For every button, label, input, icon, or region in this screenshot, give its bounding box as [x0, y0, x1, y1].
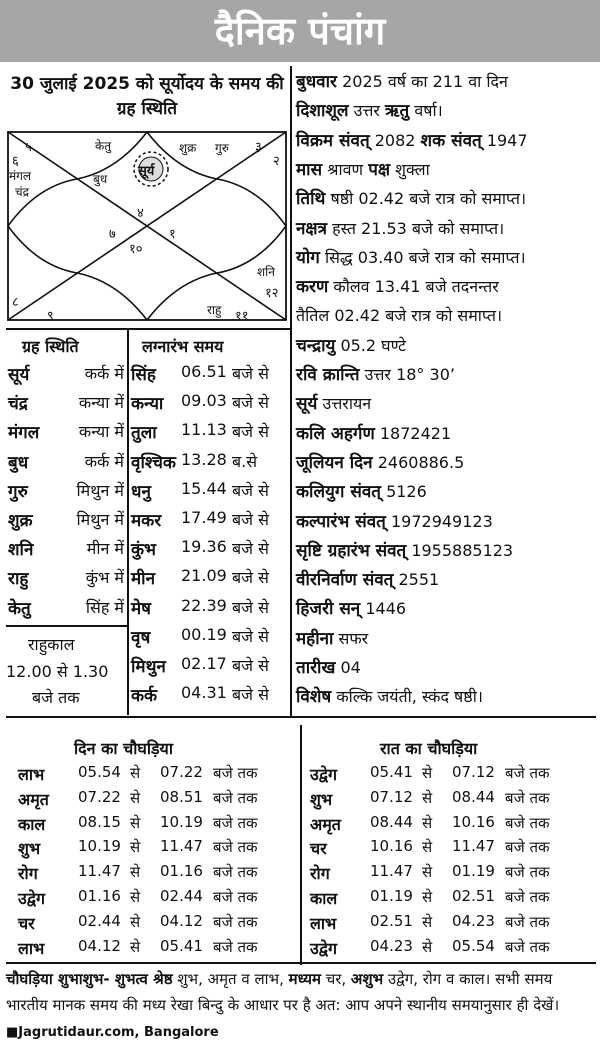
choghadiya-from: 02.51: [370, 911, 413, 930]
page-title: दैनिक पंचांग: [0, 0, 600, 62]
panchang-value: 2460886.5: [377, 452, 465, 472]
lagna-divider: [127, 330, 129, 715]
choghadiya-to: 01.16: [160, 862, 203, 881]
panchang-value: 1872421: [379, 423, 452, 443]
panchang-row: [296, 217, 504, 241]
kundli-planet: गुरु: [215, 141, 229, 155]
choghadiya-se: से: [130, 912, 141, 931]
choghadiya-to: 08.51: [160, 787, 203, 806]
choghadiya-from: 05.54: [78, 763, 121, 781]
footer-note: [6, 966, 596, 1046]
kundli-planet: शनि: [257, 265, 275, 279]
graha-planet: मंगल: [8, 423, 40, 444]
panchang-row: [296, 627, 368, 651]
panchang-value: वर्षा।: [414, 101, 443, 121]
lagna-time: 11.13: [181, 420, 227, 440]
panchang-key: सूर्य: [296, 394, 318, 415]
choghadiya-tak: बजे तक: [505, 788, 550, 807]
lagna-rashi: मकर: [131, 511, 162, 531]
choghadiya-row: [310, 887, 590, 909]
kundli-planet: केतु: [95, 139, 112, 153]
panchang-key: मास: [296, 159, 323, 180]
choghadiya-se: से: [422, 937, 433, 956]
choghadiya-name: उद्वेग: [310, 938, 337, 958]
panchang-value: 1972949123: [390, 511, 493, 531]
panchang-row: [296, 539, 513, 563]
divider: [6, 328, 290, 330]
graha-planet: शुक्र: [8, 511, 33, 531]
panchang-key: महीना: [296, 628, 334, 649]
choghadiya-name: चर: [18, 913, 35, 933]
choghadiya-from: 04.23: [370, 936, 413, 955]
panchang-value: 5126: [386, 482, 427, 502]
choghadiya-tak: बजे तक: [213, 813, 258, 832]
choghadiya-name: चर: [310, 839, 327, 859]
panchang-value: 1955885123: [411, 540, 514, 560]
house-number: ५: [25, 140, 32, 155]
choghadiya-from: 08.44: [370, 812, 413, 831]
panchang-key: शक संवत्: [420, 130, 482, 151]
choghadiya-to: 10.19: [160, 812, 203, 831]
choghadiya-from: 05.41: [370, 763, 413, 781]
lagna-suffix: बजे से: [232, 656, 269, 675]
choghadiya-se: से: [130, 788, 141, 807]
footer-text-1: शुभ, अमृत व लाभ,: [177, 970, 284, 988]
graha-planet: राहु: [8, 569, 29, 590]
panchang-row: [296, 187, 526, 211]
choghadiya-row: [310, 788, 590, 810]
choghadiya-se: से: [422, 838, 433, 857]
panchang-value: 05.2 घण्टे: [340, 335, 407, 355]
choghadiya-se: से: [422, 912, 433, 931]
panchang-value: सिद्ध 03.40 बजे रात्र को समाप्त।: [324, 247, 526, 267]
graha-rashi: कर्क में: [84, 451, 124, 471]
footer-bold-3: अशुभ: [350, 970, 384, 988]
choghadiya-name: लाभ: [310, 913, 337, 933]
panchang-row: [296, 422, 451, 446]
panchang-key: हिजरी सन्: [296, 599, 361, 620]
kundli-planet: चंद्र: [15, 185, 29, 199]
panchang-row: [296, 99, 443, 123]
lagna-time: 04.31: [181, 683, 227, 703]
panchang-value: श्रावण: [327, 159, 364, 179]
panchang-key: कलियुग संवत्: [296, 482, 381, 503]
graha-rashi: मिथुन में: [76, 480, 124, 500]
choghadiya-to: 02.44: [160, 887, 203, 905]
footer-text-2: चर,: [325, 970, 347, 988]
choghadiya-from: 02.44: [78, 911, 121, 930]
choghadiya-name: अमृत: [18, 789, 49, 809]
choghadiya-se: से: [422, 888, 433, 906]
choghadiya-name: शुभ: [18, 839, 41, 859]
panchang-key: तारीख: [296, 658, 336, 678]
choghadiya-to: 02.51: [452, 887, 495, 905]
panchang-key: जूलियन दिन: [296, 452, 373, 473]
choghadiya-se: से: [130, 838, 141, 857]
panchang-row: [296, 451, 464, 475]
panchang-value: शुक्ला: [395, 159, 430, 179]
panchang-key: ऋतु: [385, 101, 410, 122]
choghadiya-tak: बजे तक: [505, 838, 550, 857]
lagna-suffix: बजे से: [232, 568, 269, 588]
house-number: ८: [12, 295, 19, 310]
panchang-row: [296, 70, 508, 94]
lagna-time: 19.36: [181, 537, 227, 557]
panchang-value: उत्तरायन: [322, 394, 372, 414]
panchang-value: 2551: [398, 570, 440, 590]
choghadiya-se: से: [422, 788, 433, 807]
choghadiya-se: से: [422, 863, 433, 882]
house-number: ९: [47, 309, 54, 324]
lagna-suffix: बजे से: [232, 539, 269, 559]
choghadiya-from: 01.19: [370, 887, 413, 905]
panchang-row: [296, 656, 361, 680]
lagna-heading: लग्नारंभ समय: [142, 337, 224, 356]
choghadiya-to: 04.12: [160, 911, 203, 930]
lagna-time: 00.19: [181, 624, 227, 644]
choghadiya-tak: बजे तक: [505, 764, 550, 782]
graha-rashi: मीन में: [86, 539, 124, 559]
choghadiya-se: से: [422, 813, 433, 832]
choghadiya-se: से: [130, 764, 141, 782]
panchang-value: सफर: [338, 628, 369, 648]
choghadiya-se: से: [130, 863, 141, 882]
graha-heading: ग्रह स्थिति: [22, 337, 79, 356]
kundli-chart: [7, 131, 287, 321]
choghadiya-to: 08.44: [452, 787, 495, 806]
lagna-rashi: तुला: [131, 423, 157, 444]
choghadiya-row: [310, 837, 590, 859]
divider: [6, 716, 596, 718]
choghadiya-tak: बजे तक: [505, 863, 550, 882]
choghadiya-from: 01.16: [78, 887, 121, 905]
choghadiya-divider: [300, 725, 302, 965]
house-number: १०: [129, 242, 143, 257]
choghadiya-to: 05.41: [160, 936, 203, 955]
footer-bold-2: मध्यम: [288, 970, 321, 988]
choghadiya-to: 10.16: [452, 812, 495, 831]
choghadiya-tak: बजे तक: [213, 764, 258, 782]
graha-planet: गुरु: [8, 481, 28, 502]
lagna-suffix: बजे से: [232, 510, 269, 529]
graha-rashi: कन्या में: [78, 422, 124, 442]
panchang-row: [296, 597, 406, 621]
panchang-key: चन्द्रायु: [296, 335, 336, 356]
panchang-value: 2025 वर्ष का 211 वा दिन: [342, 72, 508, 91]
choghadiya-tak: बजे तक: [505, 937, 550, 956]
panchang-key: सृष्टि ग्रहारंभ संवत्: [296, 540, 407, 561]
panchang-value: कल्कि जयंती, स्कंद षष्ठी।: [336, 687, 483, 707]
choghadiya-to: 04.23: [452, 911, 495, 930]
panchang-key: दिशाशूल: [296, 101, 349, 122]
divider: [6, 625, 127, 627]
lagna-rashi: मीन: [131, 569, 156, 590]
house-number: ४: [137, 206, 144, 221]
choghadiya-to: 07.22: [160, 763, 203, 781]
lagna-rashi: वृष: [131, 627, 151, 648]
rahukaal-suffix: बजे तक: [32, 688, 80, 707]
graha-planet: सूर्य: [8, 365, 30, 385]
panchang-value: कौलव 13.41 बजे तदनन्तर: [333, 277, 499, 297]
choghadiya-tak: बजे तक: [213, 863, 258, 882]
panchang-value: 04: [340, 658, 361, 677]
lagna-suffix: बजे से: [232, 626, 269, 646]
footer-text-3: उद्वेग, रोग व काल। सभी समय भारतीय मानक समय की मध्य रेखा बिन्दु के आधार पर है अत: आप अपने स्थानीय समयानुसार ही देखें।: [6, 970, 560, 1014]
choghadiya-name: लाभ: [18, 938, 45, 958]
panchang-value: 2082: [374, 130, 416, 150]
choghadiya-from: 07.12: [370, 787, 413, 806]
din-choghadiya-heading: दिन का चौघड़िया: [74, 739, 173, 758]
lagna-suffix: बजे से: [232, 364, 269, 383]
lagna-suffix: बजे से: [232, 393, 269, 413]
lagna-time: 02.17: [181, 654, 227, 673]
choghadiya-tak: बजे तक: [213, 838, 258, 857]
panchang-key: तिथि: [296, 189, 326, 210]
panchang-key: करण: [296, 277, 329, 298]
panchang-key: विशेष: [296, 687, 332, 708]
choghadiya-to: 11.47: [452, 837, 495, 856]
choghadiya-row: [18, 837, 298, 859]
choghadiya-row: [310, 912, 590, 934]
panchang-key: नक्षत्र: [296, 218, 328, 239]
panchang-row: [296, 246, 526, 270]
choghadiya-row: [18, 887, 298, 909]
choghadiya-tak: बजे तक: [213, 912, 258, 931]
lagna-suffix: ब.से: [232, 451, 258, 471]
panchang-key: रवि क्रान्ति: [296, 365, 360, 385]
kundli-heading: 30 जुलाई 2025 को सूर्योदय के समय की ग्रह स्थिति: [10, 74, 284, 119]
choghadiya-to: 01.19: [452, 862, 495, 881]
panchang-key: कलि अहर्गण: [296, 423, 375, 444]
choghadiya-row: [310, 862, 590, 884]
choghadiya-name: शुभ: [310, 789, 333, 809]
kundli-planet: सूर्य: [138, 164, 155, 179]
house-number: ११: [235, 309, 249, 324]
choghadiya-from: 10.16: [370, 837, 413, 856]
panchang-key: कल्पारंभ संवत्: [296, 511, 386, 532]
choghadiya-from: 08.15: [78, 812, 121, 831]
panchang-key: पक्ष: [368, 159, 391, 180]
panchang-row: [296, 334, 406, 358]
graha-planet: केतु: [8, 598, 31, 619]
center-divider: [290, 66, 292, 716]
graha-rashi: कर्क में: [84, 364, 124, 383]
panchang-value: हस्त 21.53 बजे को समाप्त।: [332, 218, 505, 238]
choghadiya-tak: बजे तक: [213, 888, 258, 906]
kundli-planet: राहु: [207, 303, 222, 317]
graha-rashi: सिंह में: [85, 597, 124, 617]
choghadiya-to: 11.47: [160, 837, 203, 856]
house-number: २: [273, 154, 280, 169]
choghadiya-to: 07.12: [452, 763, 495, 781]
house-number: ६: [12, 154, 19, 169]
choghadiya-tak: बजे तक: [213, 937, 258, 956]
panchang-key: विक्रम संवत्: [296, 130, 370, 151]
lagna-rashi: कुंभ: [131, 540, 157, 561]
panchang-value: तैतिल 02.42 बजे रात्र को समाप्त।: [296, 306, 503, 326]
lagna-rashi: धनु: [131, 481, 151, 502]
panchang-row: [296, 685, 483, 709]
lagna-time: 15.44: [181, 478, 227, 498]
lagna-time: 22.39: [181, 595, 227, 615]
panchang-value: 1947: [486, 130, 528, 150]
house-number: १२: [265, 286, 279, 301]
choghadiya-row: [18, 813, 298, 835]
panchang-key: बुधवार: [296, 72, 337, 92]
choghadiya-name: उद्वेग: [310, 765, 337, 784]
lagna-suffix: बजे से: [232, 597, 269, 617]
choghadiya-from: 07.22: [78, 787, 121, 806]
choghadiya-se: से: [130, 937, 141, 956]
panchang-row: [296, 568, 439, 592]
choghadiya-tak: बजे तक: [213, 788, 258, 807]
graha-planet: चंद्र: [8, 394, 28, 415]
raat-choghadiya-heading: रात का चौघड़िया: [380, 739, 478, 758]
house-number: १: [169, 227, 176, 242]
choghadiya-name: काल: [310, 889, 338, 908]
lagna-rashi: मेष: [131, 598, 151, 619]
lagna-time: 13.28: [181, 449, 227, 469]
panchang-row: [296, 363, 455, 387]
choghadiya-name: अमृत: [310, 814, 341, 834]
choghadiya-tak: बजे तक: [505, 888, 550, 906]
choghadiya-row: [18, 788, 298, 810]
choghadiya-se: से: [130, 888, 141, 906]
panchang-key: वीरनिर्वाण संवत्: [296, 570, 394, 591]
panchang-value: षष्ठी 02.42 बजे रात्र को समाप्त।: [330, 189, 527, 209]
graha-planet: बुध: [8, 452, 29, 473]
panchang-row: [296, 480, 427, 504]
choghadiya-to: 05.54: [452, 936, 495, 955]
lagna-suffix: बजे से: [232, 685, 269, 705]
lagna-time: 09.03: [181, 391, 227, 411]
house-number: ७: [109, 227, 116, 242]
lagna-rashi: सिंह: [131, 365, 156, 385]
panchang-row: [296, 129, 528, 153]
choghadiya-from: 11.47: [78, 862, 121, 881]
panchang-value: उत्तर: [353, 101, 380, 121]
choghadiya-row: [18, 912, 298, 934]
lagna-suffix: बजे से: [232, 480, 269, 500]
graha-planet: शनि: [8, 540, 34, 561]
lagna-time: 21.09: [181, 566, 227, 586]
lagna-time: 06.51: [181, 362, 227, 381]
graha-rashi: मिथुन में: [76, 510, 124, 529]
choghadiya-from: 11.47: [370, 862, 413, 881]
choghadiya-se: से: [422, 764, 433, 782]
lagna-rashi: वृश्चिक: [131, 452, 176, 473]
lagna-rashi: मिथुन: [131, 657, 166, 677]
divider: [6, 962, 596, 964]
panchang-key: योग: [296, 247, 320, 268]
panchang-row: [296, 158, 430, 182]
lagna-rashi: कर्क: [131, 686, 158, 707]
choghadiya-tak: बजे तक: [505, 912, 550, 931]
rahukaal-time: 12.00 से 1.30: [6, 662, 109, 681]
panchang-row: [296, 510, 493, 534]
graha-rashi: कन्या में: [78, 393, 124, 413]
choghadiya-tak: बजे तक: [505, 813, 550, 832]
choghadiya-name: लाभ: [18, 765, 45, 784]
choghadiya-row: [18, 937, 298, 959]
choghadiya-from: 04.12: [78, 936, 121, 955]
choghadiya-row: [310, 813, 590, 835]
lagna-time: 17.49: [181, 508, 227, 527]
lagna-suffix: बजे से: [232, 422, 269, 442]
house-number: ३: [255, 140, 262, 155]
choghadiya-name: रोग: [310, 864, 330, 884]
panchang-value: उत्तर 18° 30’: [364, 365, 455, 384]
choghadiya-from: 10.19: [78, 837, 121, 856]
panchang-row: [296, 304, 502, 328]
panchang-value: 1446: [365, 599, 407, 619]
lagna-rashi: कन्या: [131, 394, 164, 415]
panchang-row: [296, 392, 371, 416]
panchang-row: [296, 275, 499, 299]
choghadiya-row: [18, 862, 298, 884]
choghadiya-name: उद्वेग: [18, 889, 45, 908]
choghadiya-row: [310, 763, 590, 785]
kundli-planet: मंगल: [9, 169, 32, 183]
choghadiya-se: से: [130, 813, 141, 832]
choghadiya-row: [310, 937, 590, 959]
choghadiya-name: रोग: [18, 864, 38, 884]
choghadiya-row: [18, 763, 298, 785]
rahukaal-heading: राहुकाल: [28, 635, 75, 654]
footer-bold-1: चौघड़िया शुभाशुभ- शुभत्व श्रेष्ठ: [6, 970, 173, 988]
graha-rashi: कुंभ में: [85, 568, 124, 588]
kundli-planet: शुक्र: [179, 141, 197, 155]
kundli-planet: बुध: [93, 172, 108, 186]
choghadiya-name: काल: [18, 814, 46, 834]
footer-credit: ■Jagrutidaur.com, Bangalore: [6, 1025, 219, 1040]
